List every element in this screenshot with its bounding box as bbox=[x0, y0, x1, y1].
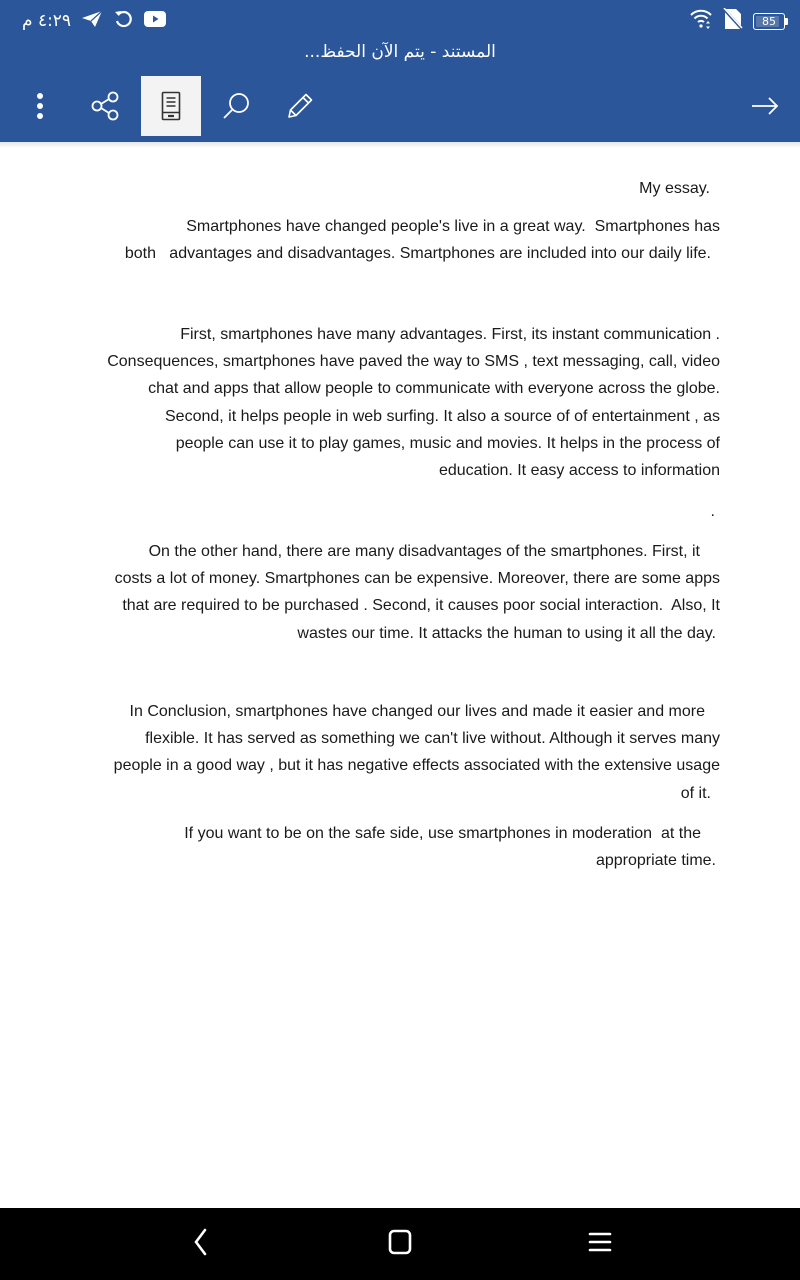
no-sim-icon bbox=[723, 8, 743, 35]
app-bar bbox=[0, 0, 800, 142]
battery-level: 85 bbox=[762, 14, 776, 28]
text-line: that are required to be purchased . Second, it causes poor social interaction. Also, It bbox=[122, 597, 720, 615]
document-body[interactable] bbox=[0, 148, 800, 1208]
text-line: costs a lot of money. Smartphones can be expensive. Moreover, there are some apps bbox=[114, 570, 720, 588]
paragraph-closing bbox=[184, 820, 720, 874]
essay-title: My essay. bbox=[639, 180, 710, 197]
text-line: chat and apps that allow people to communicate with everyone across the globe. bbox=[148, 380, 720, 398]
home-icon bbox=[388, 1229, 412, 1260]
mobile-view-icon bbox=[161, 91, 181, 121]
document-title: المستند - يتم الآن الحفظ... bbox=[304, 42, 496, 62]
text-line: First, smartphones have many advantages. First, its instant communication . bbox=[180, 326, 720, 343]
text-line: Second, it helps people in web surfing. It also a source of of entertainment , as bbox=[165, 407, 720, 425]
text-line: wastes our time. It attacks the human to using it all the day. bbox=[297, 624, 716, 642]
text-line: flexible. It has served as something we can't live without. Although it serves many bbox=[145, 730, 720, 748]
home-button[interactable] bbox=[380, 1224, 420, 1264]
text-line: Smartphones have changed people's live in a great way. Smartphones has bbox=[186, 218, 720, 235]
text-line: . bbox=[710, 503, 715, 520]
share-icon bbox=[90, 91, 120, 121]
text-line: In Conclusion, smartphones have changed our lives and made it easier and more bbox=[129, 703, 705, 720]
mobile-view-button[interactable] bbox=[141, 76, 201, 136]
text-line: Consequences, smartphones have paved the way to SMS , text messaging, call, video bbox=[107, 353, 720, 371]
status-time: ٤:٢٩ م bbox=[22, 11, 72, 31]
search-button[interactable] bbox=[206, 76, 266, 136]
status-bar-left bbox=[22, 8, 167, 34]
status-bar-right bbox=[689, 8, 788, 34]
edit-button[interactable] bbox=[270, 76, 330, 136]
arrow-right-icon bbox=[750, 94, 780, 118]
more-options-button[interactable] bbox=[10, 76, 70, 136]
paragraph-disadvantages bbox=[115, 538, 720, 647]
back-button[interactable] bbox=[180, 1224, 220, 1264]
more-vertical-icon bbox=[35, 92, 45, 120]
telegram-icon bbox=[81, 10, 103, 33]
text-line: On the other hand, there are many disadvantages of the smartphones. First, it bbox=[148, 543, 700, 560]
recents-icon bbox=[587, 1230, 613, 1259]
paragraph-period bbox=[711, 498, 715, 525]
youtube-icon bbox=[143, 10, 167, 33]
paragraph-advantages bbox=[107, 321, 720, 484]
wifi-icon bbox=[689, 8, 713, 35]
text-line: people in a good way , but it has negative effects associated with the extensive usage bbox=[113, 757, 720, 775]
paragraph-intro bbox=[125, 213, 720, 267]
text-line: people can use it to play games, music and movies. It helps in the process of bbox=[175, 434, 720, 452]
navigation-bar bbox=[0, 1208, 800, 1280]
text-line: If you want to be on the safe side, use smartphones in moderation at the bbox=[184, 825, 701, 842]
sync-icon bbox=[113, 9, 133, 34]
battery-icon bbox=[753, 13, 788, 30]
paragraph-conclusion bbox=[114, 698, 720, 807]
search-icon bbox=[221, 91, 251, 121]
share-button[interactable] bbox=[75, 76, 135, 136]
forward-button[interactable] bbox=[735, 76, 795, 136]
text-line: appropriate time. bbox=[595, 852, 716, 870]
pencil-icon bbox=[285, 91, 315, 121]
toolbar bbox=[0, 76, 800, 138]
recents-button[interactable] bbox=[580, 1224, 620, 1264]
text-line: of it. bbox=[680, 784, 711, 802]
text-line: education. It easy access to information bbox=[438, 462, 720, 480]
back-icon bbox=[190, 1227, 210, 1262]
text-line: both advantages and disadvantages. Smartphones are included into our daily life. bbox=[124, 245, 711, 263]
